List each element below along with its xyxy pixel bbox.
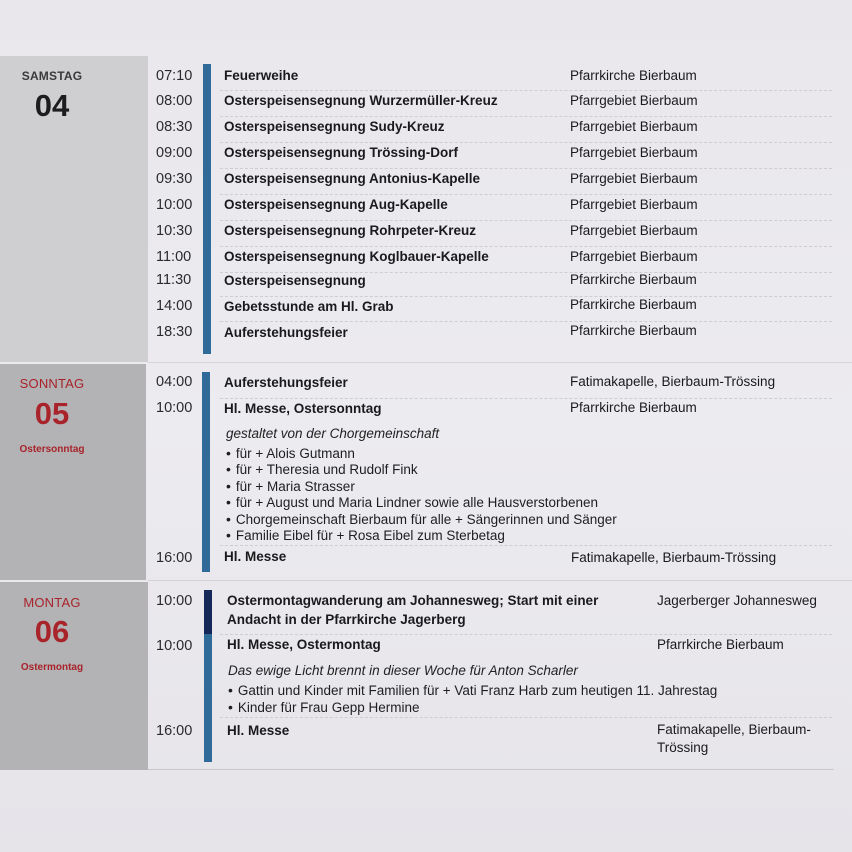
row-divider	[220, 398, 832, 399]
event-title: Hl. Messe, Ostermontag	[227, 637, 381, 652]
intention-item: • für + August und Maria Lindner sowie alle Hausverstorbenen	[226, 494, 598, 510]
event-location-line-2: Trössing	[657, 740, 709, 755]
event-note: gestaltet von der Chorgemeinschaft	[226, 426, 440, 441]
event-title: Osterspeisensegnung Trössing-Dorf	[224, 145, 459, 160]
event-row[interactable]	[150, 374, 842, 398]
row-divider	[220, 246, 832, 247]
event-title: Osterspeisensegnung Antonius-Kapelle	[224, 171, 481, 186]
event-location: Pfarrgebiet Bierbaum	[570, 171, 698, 186]
event-time: 10:00	[156, 593, 193, 609]
event-location: Pfarrkirche Bierbaum	[570, 400, 697, 415]
event-time: 10:30	[156, 223, 193, 239]
intention-item: • Kinder für Frau Gepp Hermine	[228, 699, 419, 715]
event-row[interactable]	[150, 248, 842, 272]
event-location: Fatimakapelle, Bierbaum-Trössing	[570, 374, 776, 389]
row-divider	[220, 545, 832, 546]
day-divider	[148, 580, 852, 581]
event-location: Pfarrkirche Bierbaum	[570, 68, 697, 83]
event-location: Pfarrkirche Bierbaum	[570, 272, 697, 287]
event-time: 09:00	[156, 145, 193, 161]
event-location: Pfarrgebiet Bierbaum	[570, 249, 698, 264]
intention-item: • für + Theresia und Rudolf Fink	[226, 461, 418, 477]
event-time: 09:30	[156, 171, 193, 187]
event-title: Auferstehungsfeier	[224, 325, 348, 340]
event-title: Hl. Messe, Ostersonntag	[224, 401, 382, 416]
row-divider	[220, 194, 832, 195]
weekday-label: MONTAG	[23, 595, 81, 610]
intention-item: • Gattin und Kinder mit Familien für + Vati Franz Harb zum heutigen 11. Jahrestag	[228, 682, 717, 698]
intention-item: • für + Alois Gutmann	[226, 445, 355, 461]
event-time: 16:00	[156, 550, 193, 566]
event-time: 10:00	[156, 197, 193, 213]
event-row[interactable]	[150, 144, 842, 168]
event-location: Pfarrkirche Bierbaum	[657, 637, 784, 652]
event-location: Pfarrgebiet Bierbaum	[570, 197, 698, 212]
event-title: Auferstehungsfeier	[224, 375, 348, 390]
row-divider	[220, 90, 832, 91]
date-number: 05	[34, 396, 70, 431]
intention-item: • Familie Eibel für + Rosa Eibel zum Sterbetag	[226, 527, 505, 543]
event-row[interactable]	[150, 118, 842, 142]
event-row[interactable]	[150, 170, 842, 194]
event-location: Pfarrgebiet Bierbaum	[570, 223, 698, 238]
row-divider	[220, 296, 832, 297]
event-row[interactable]	[150, 66, 842, 90]
row-divider	[220, 717, 832, 718]
event-title: Osterspeisensegnung Aug-Kapelle	[224, 197, 448, 212]
event-title: Osterspeisensegnung Koglbauer-Kapelle	[224, 249, 489, 264]
event-title: Osterspeisensegnung	[224, 273, 366, 288]
event-time: 14:00	[156, 298, 193, 314]
event-location: Pfarrkirche Bierbaum	[570, 297, 697, 312]
weekday-label: SONNTAG	[19, 376, 85, 391]
event-time: 10:00	[156, 638, 193, 654]
day-panel	[0, 364, 146, 580]
event-time: 10:00	[156, 400, 193, 416]
event-title: Osterspeisensegnung Wurzermüller-Kreuz	[224, 93, 498, 108]
event-title: Hl. Messe	[224, 549, 287, 564]
day-divider	[148, 362, 852, 363]
event-title: Hl. Messe	[227, 723, 290, 738]
event-title: Gebetsstunde am Hl. Grab	[224, 299, 394, 314]
event-location: Jagerberger Johannesweg	[657, 593, 817, 608]
event-location: Pfarrgebiet Bierbaum	[570, 145, 698, 160]
event-title: Osterspeisensegnung Sudy-Kreuz	[224, 119, 445, 134]
row-divider	[220, 634, 832, 635]
event-row[interactable]	[150, 274, 842, 298]
event-row[interactable]	[150, 222, 842, 246]
event-location: Pfarrgebiet Bierbaum	[570, 93, 698, 108]
event-title: Osterspeisensegnung Rohrpeter-Kreuz	[224, 223, 477, 238]
event-time: 11:30	[156, 272, 192, 288]
row-divider	[220, 116, 832, 117]
event-row[interactable]	[150, 196, 842, 220]
event-time: 16:00	[156, 723, 193, 739]
day-panel	[0, 56, 148, 362]
event-time: 11:00	[156, 249, 192, 265]
day-divider	[148, 769, 834, 770]
event-location-line-1: Fatimakapelle, Bierbaum-	[657, 722, 811, 737]
event-location: Pfarrgebiet Bierbaum	[570, 119, 698, 134]
event-time: 04:00	[156, 374, 193, 390]
row-divider	[220, 220, 832, 221]
event-title: Feuerweihe	[224, 68, 299, 83]
day-subtitle: Ostermontag	[20, 662, 84, 673]
event-row[interactable]	[150, 637, 842, 717]
intention-item: • für + Maria Strasser	[226, 478, 355, 494]
event-time: 08:00	[156, 93, 193, 109]
event-row[interactable]	[150, 592, 842, 636]
event-row[interactable]	[150, 299, 842, 323]
event-row[interactable]	[150, 722, 842, 762]
event-time: 08:30	[156, 119, 193, 135]
event-row[interactable]	[150, 400, 842, 542]
row-divider	[220, 168, 832, 169]
event-location: Pfarrkirche Bierbaum	[570, 323, 697, 338]
event-location: Fatimakapelle, Bierbaum-Trössing	[571, 550, 777, 565]
day-panel	[0, 582, 148, 770]
intention-item: • Chorgemeinschaft Bierbaum für alle + Sängerinnen und Sänger	[226, 511, 617, 527]
event-row[interactable]	[150, 324, 842, 348]
event-row[interactable]	[150, 549, 842, 573]
event-note: Das ewige Licht brennt in dieser Woche für Anton Scharler	[228, 663, 578, 678]
event-time: 18:30	[156, 324, 193, 340]
date-number: 06	[34, 614, 70, 649]
weekday-label: SAMSTAG	[21, 69, 83, 83]
date-number: 04	[34, 88, 70, 123]
row-divider	[220, 321, 832, 322]
day-subtitle: Ostersonntag	[19, 444, 85, 455]
event-title-line-1: Ostermontagwanderung am Johannesweg; Start mit einer	[227, 593, 599, 608]
event-row[interactable]	[150, 92, 842, 116]
event-time: 07:10	[156, 68, 193, 84]
event-title-line-2: Andacht in der Pfarrkirche Jagerberg	[227, 612, 466, 627]
row-divider	[220, 142, 832, 143]
